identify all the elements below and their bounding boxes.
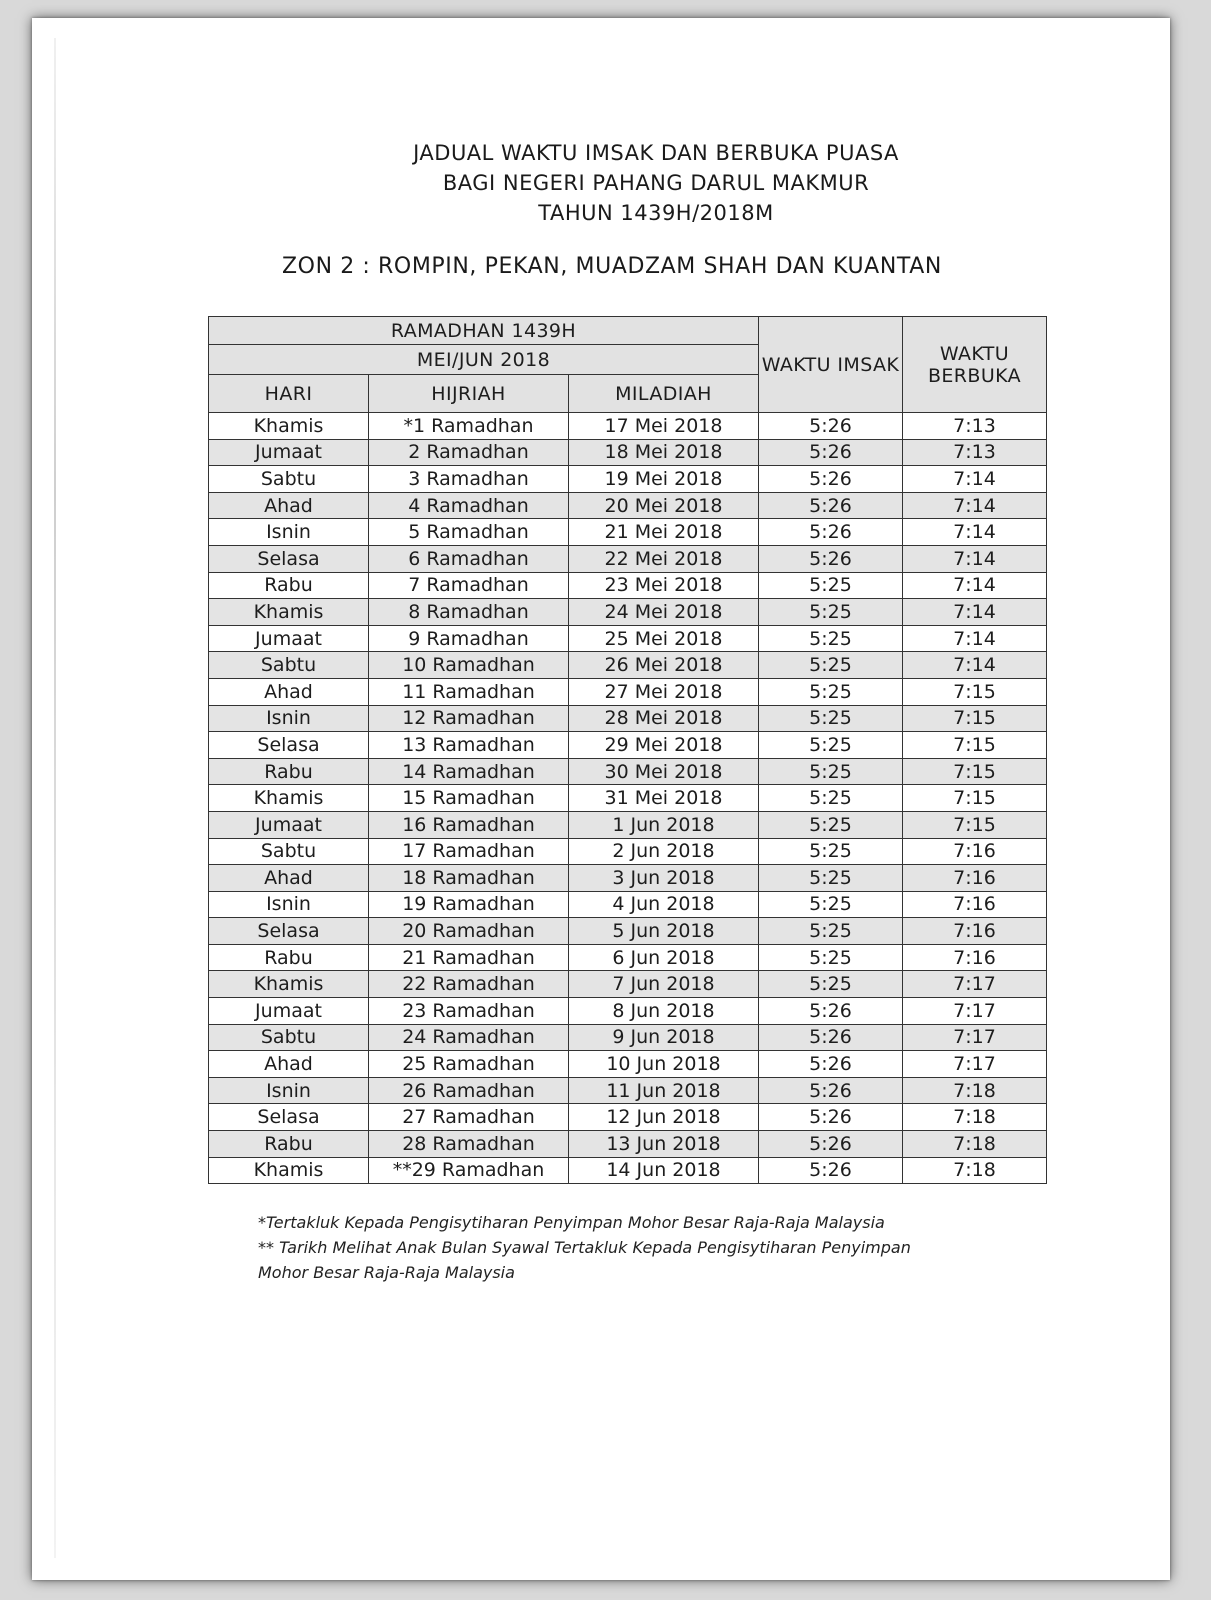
cell-miladiah: 25 Mei 2018: [569, 625, 759, 652]
cell-hari: Isnin: [209, 705, 369, 732]
schedule-table: [208, 316, 1047, 1184]
cell-miladiah: 21 Mei 2018: [569, 519, 759, 546]
table-row: [209, 466, 1047, 493]
cell-berbuka: 7:15: [903, 678, 1047, 705]
cell-hari: Ahad: [209, 492, 369, 519]
cell-imsak: 5:26: [759, 1104, 903, 1131]
table-row: [209, 439, 1047, 466]
document-page: [32, 18, 1170, 1580]
scan-edge-line: [54, 38, 56, 1558]
cell-hijriah: 10 Ramadhan: [369, 652, 569, 679]
cell-hari: Isnin: [209, 891, 369, 918]
table-row: [209, 865, 1047, 892]
cell-berbuka: 7:18: [903, 1131, 1047, 1158]
cell-berbuka: 7:18: [903, 1104, 1047, 1131]
cell-hijriah: 19 Ramadhan: [369, 891, 569, 918]
table-row: [209, 1051, 1047, 1078]
cell-hijriah: **29 Ramadhan: [369, 1157, 569, 1184]
cell-hari: Khamis: [209, 1157, 369, 1184]
cell-berbuka: 7:15: [903, 705, 1047, 732]
table-row: [209, 732, 1047, 759]
cell-berbuka: 7:16: [903, 918, 1047, 945]
cell-hari: Sabtu: [209, 466, 369, 493]
cell-hari: Khamis: [209, 413, 369, 440]
cell-imsak: 5:26: [759, 466, 903, 493]
cell-berbuka: 7:13: [903, 439, 1047, 466]
cell-miladiah: 6 Jun 2018: [569, 944, 759, 971]
cell-imsak: 5:26: [759, 998, 903, 1025]
footnotes: [258, 1210, 1018, 1285]
cell-berbuka: 7:15: [903, 811, 1047, 838]
cell-hijriah: 11 Ramadhan: [369, 678, 569, 705]
cell-hijriah: 2 Ramadhan: [369, 439, 569, 466]
cell-hijriah: 8 Ramadhan: [369, 599, 569, 626]
cell-hari: Ahad: [209, 1051, 369, 1078]
cell-imsak: 5:25: [759, 865, 903, 892]
cell-hijriah: 22 Ramadhan: [369, 971, 569, 998]
cell-berbuka: 7:16: [903, 838, 1047, 865]
cell-imsak: 5:26: [759, 492, 903, 519]
cell-hari: Selasa: [209, 1104, 369, 1131]
table-row: [209, 545, 1047, 572]
table-row: [209, 599, 1047, 626]
cell-hijriah: 28 Ramadhan: [369, 1131, 569, 1158]
cell-imsak: 5:26: [759, 1024, 903, 1051]
cell-hari: Rabu: [209, 572, 369, 599]
cell-hijriah: 15 Ramadhan: [369, 785, 569, 812]
cell-imsak: 5:25: [759, 732, 903, 759]
cell-hijriah: 9 Ramadhan: [369, 625, 569, 652]
cell-hari: Isnin: [209, 1077, 369, 1104]
cell-imsak: 5:25: [759, 625, 903, 652]
cell-miladiah: 26 Mei 2018: [569, 652, 759, 679]
cell-berbuka: 7:17: [903, 1024, 1047, 1051]
cell-hari: Sabtu: [209, 838, 369, 865]
header-waktu-imsak: WAKTU IMSAK: [759, 317, 903, 413]
cell-hijriah: 23 Ramadhan: [369, 998, 569, 1025]
table-row: [209, 1024, 1047, 1051]
footnote-2-line-2: Mohor Besar Raja-Raja Malaysia: [258, 1263, 515, 1282]
cell-hari: Khamis: [209, 971, 369, 998]
table-row: [209, 1157, 1047, 1184]
cell-berbuka: 7:18: [903, 1077, 1047, 1104]
table-row: [209, 678, 1047, 705]
cell-hari: Jumaat: [209, 439, 369, 466]
cell-berbuka: 7:14: [903, 625, 1047, 652]
cell-imsak: 5:25: [759, 838, 903, 865]
document-title-block: [32, 138, 1170, 228]
cell-imsak: 5:26: [759, 545, 903, 572]
table-row: [209, 572, 1047, 599]
cell-imsak: 5:25: [759, 918, 903, 945]
cell-imsak: 5:25: [759, 758, 903, 785]
cell-hari: Khamis: [209, 785, 369, 812]
table-row: [209, 971, 1047, 998]
cell-hijriah: 12 Ramadhan: [369, 705, 569, 732]
cell-imsak: 5:25: [759, 705, 903, 732]
cell-hijriah: 21 Ramadhan: [369, 944, 569, 971]
table-row: [209, 785, 1047, 812]
cell-hari: Khamis: [209, 599, 369, 626]
title-line-2: BAGI NEGERI PAHANG DARUL MAKMUR: [442, 171, 870, 195]
cell-hari: Isnin: [209, 519, 369, 546]
cell-miladiah: 5 Jun 2018: [569, 918, 759, 945]
cell-hijriah: 3 Ramadhan: [369, 466, 569, 493]
cell-miladiah: 1 Jun 2018: [569, 811, 759, 838]
cell-miladiah: 18 Mei 2018: [569, 439, 759, 466]
cell-imsak: 5:25: [759, 971, 903, 998]
cell-imsak: 5:26: [759, 1157, 903, 1184]
cell-hijriah: 5 Ramadhan: [369, 519, 569, 546]
cell-miladiah: 4 Jun 2018: [569, 891, 759, 918]
header-hari: HARI: [209, 375, 369, 413]
cell-miladiah: 31 Mei 2018: [569, 785, 759, 812]
cell-berbuka: 7:14: [903, 572, 1047, 599]
cell-hijriah: 18 Ramadhan: [369, 865, 569, 892]
cell-miladiah: 30 Mei 2018: [569, 758, 759, 785]
cell-hari: Jumaat: [209, 998, 369, 1025]
cell-hijriah: 24 Ramadhan: [369, 1024, 569, 1051]
cell-hari: Selasa: [209, 732, 369, 759]
table-row: [209, 705, 1047, 732]
cell-berbuka: 7:15: [903, 758, 1047, 785]
cell-hijriah: 7 Ramadhan: [369, 572, 569, 599]
footnote-1: *Tertakluk Kepada Pengisytiharan Penyimpan Mohor Besar Raja-Raja Malaysia: [258, 1213, 885, 1232]
cell-miladiah: 13 Jun 2018: [569, 1131, 759, 1158]
cell-hijriah: 14 Ramadhan: [369, 758, 569, 785]
cell-berbuka: 7:16: [903, 944, 1047, 971]
cell-imsak: 5:25: [759, 785, 903, 812]
cell-miladiah: 19 Mei 2018: [569, 466, 759, 493]
cell-hari: Rabu: [209, 758, 369, 785]
cell-hari: Rabu: [209, 1131, 369, 1158]
title-line-1: JADUAL WAKTU IMSAK DAN BERBUKA PUASA: [413, 141, 899, 165]
table-row: [209, 998, 1047, 1025]
cell-berbuka: 7:14: [903, 492, 1047, 519]
cell-berbuka: 7:14: [903, 599, 1047, 626]
cell-miladiah: 29 Mei 2018: [569, 732, 759, 759]
cell-miladiah: 20 Mei 2018: [569, 492, 759, 519]
cell-imsak: 5:26: [759, 519, 903, 546]
cell-imsak: 5:25: [759, 678, 903, 705]
table-row: [209, 811, 1047, 838]
cell-miladiah: 28 Mei 2018: [569, 705, 759, 732]
table-row: [209, 891, 1047, 918]
cell-miladiah: 27 Mei 2018: [569, 678, 759, 705]
table-row: [209, 758, 1047, 785]
cell-miladiah: 23 Mei 2018: [569, 572, 759, 599]
cell-hijriah: 6 Ramadhan: [369, 545, 569, 572]
cell-hijriah: 13 Ramadhan: [369, 732, 569, 759]
cell-miladiah: 14 Jun 2018: [569, 1157, 759, 1184]
cell-hari: Sabtu: [209, 1024, 369, 1051]
header-hijriah: HIJRIAH: [369, 375, 569, 413]
cell-imsak: 5:25: [759, 811, 903, 838]
cell-miladiah: 3 Jun 2018: [569, 865, 759, 892]
cell-imsak: 5:25: [759, 599, 903, 626]
cell-berbuka: 7:14: [903, 652, 1047, 679]
cell-miladiah: 8 Jun 2018: [569, 998, 759, 1025]
cell-imsak: 5:26: [759, 413, 903, 440]
cell-hijriah: 27 Ramadhan: [369, 1104, 569, 1131]
cell-hijriah: 25 Ramadhan: [369, 1051, 569, 1078]
cell-miladiah: 17 Mei 2018: [569, 413, 759, 440]
cell-berbuka: 7:16: [903, 865, 1047, 892]
table-row: [209, 519, 1047, 546]
cell-hijriah: 4 Ramadhan: [369, 492, 569, 519]
cell-hari: Ahad: [209, 865, 369, 892]
table-row: [209, 413, 1047, 440]
table-row: [209, 944, 1047, 971]
cell-miladiah: 12 Jun 2018: [569, 1104, 759, 1131]
table-row: [209, 492, 1047, 519]
schedule-body: [209, 413, 1047, 1184]
cell-hari: Rabu: [209, 944, 369, 971]
cell-imsak: 5:25: [759, 572, 903, 599]
cell-berbuka: 7:14: [903, 519, 1047, 546]
cell-berbuka: 7:18: [903, 1157, 1047, 1184]
cell-imsak: 5:25: [759, 652, 903, 679]
header-miladiah: MILADIAH: [569, 375, 759, 413]
cell-berbuka: 7:14: [903, 545, 1047, 572]
cell-imsak: 5:26: [759, 439, 903, 466]
cell-hari: Jumaat: [209, 811, 369, 838]
table-row: [209, 838, 1047, 865]
cell-hijriah: *1 Ramadhan: [369, 413, 569, 440]
cell-miladiah: 2 Jun 2018: [569, 838, 759, 865]
header-ramadhan: RAMADHAN 1439H: [209, 317, 759, 345]
header-waktu-berbuka: WAKTU BERBUKA: [903, 317, 1047, 413]
cell-hijriah: 26 Ramadhan: [369, 1077, 569, 1104]
cell-hari: Selasa: [209, 545, 369, 572]
cell-imsak: 5:26: [759, 1077, 903, 1104]
cell-miladiah: 10 Jun 2018: [569, 1051, 759, 1078]
cell-miladiah: 7 Jun 2018: [569, 971, 759, 998]
table-row: [209, 918, 1047, 945]
table-row: [209, 1104, 1047, 1131]
cell-berbuka: 7:16: [903, 891, 1047, 918]
cell-hari: Selasa: [209, 918, 369, 945]
cell-hari: Sabtu: [209, 652, 369, 679]
cell-hijriah: 17 Ramadhan: [369, 838, 569, 865]
title-line-3: TAHUN 1439H/2018M: [538, 201, 774, 225]
cell-hijriah: 16 Ramadhan: [369, 811, 569, 838]
cell-berbuka: 7:13: [903, 413, 1047, 440]
cell-imsak: 5:26: [759, 1131, 903, 1158]
header-mei-jun: MEI/JUN 2018: [209, 345, 759, 375]
footnote-2-line-1: ** Tarikh Melihat Anak Bulan Syawal Tertakluk Kepada Pengisytiharan Penyimpan: [258, 1238, 911, 1257]
cell-berbuka: 7:17: [903, 1051, 1047, 1078]
table-row: [209, 652, 1047, 679]
cell-imsak: 5:25: [759, 944, 903, 971]
cell-hijriah: 20 Ramadhan: [369, 918, 569, 945]
cell-hari: Ahad: [209, 678, 369, 705]
cell-imsak: 5:25: [759, 891, 903, 918]
zone-heading: ZON 2 : ROMPIN, PEKAN, MUADZAM SHAH DAN KUANTAN: [282, 254, 942, 279]
cell-miladiah: 9 Jun 2018: [569, 1024, 759, 1051]
cell-berbuka: 7:14: [903, 466, 1047, 493]
cell-miladiah: 11 Jun 2018: [569, 1077, 759, 1104]
table-row: [209, 1131, 1047, 1158]
cell-berbuka: 7:15: [903, 732, 1047, 759]
cell-imsak: 5:26: [759, 1051, 903, 1078]
table-row: [209, 1077, 1047, 1104]
cell-berbuka: 7:17: [903, 998, 1047, 1025]
cell-berbuka: 7:15: [903, 785, 1047, 812]
table-row: [209, 625, 1047, 652]
cell-berbuka: 7:17: [903, 971, 1047, 998]
cell-hari: Jumaat: [209, 625, 369, 652]
cell-miladiah: 24 Mei 2018: [569, 599, 759, 626]
cell-miladiah: 22 Mei 2018: [569, 545, 759, 572]
